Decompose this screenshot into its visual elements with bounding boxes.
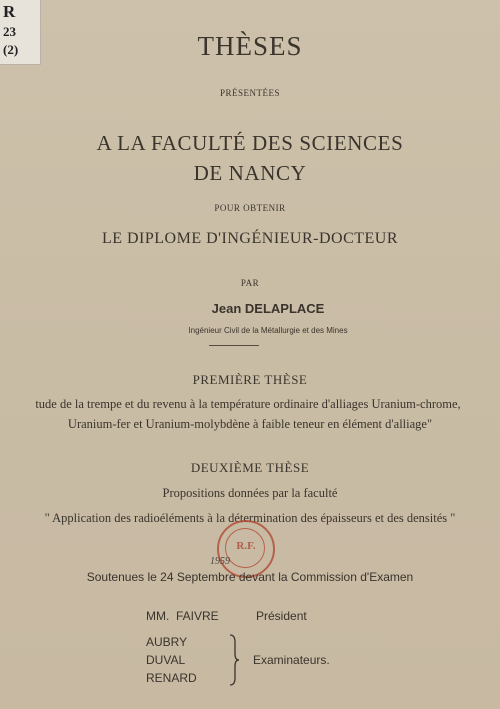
author-divider [209,345,259,346]
jury-examiner-3: RENARD [146,671,197,685]
call-number-line-2: 23 [3,24,16,39]
first-thesis-heading: PREMIÈRE THÈSE [192,372,308,387]
author-description: Ingénieur Civil de la Métallurgie et des Mines [188,326,348,335]
document-title: THÈSES [197,31,303,61]
jury-examiners-role: Examinateurs. [253,653,330,667]
call-number-line-3: (2) [3,42,19,57]
jury-president-name: FAIVRE [176,609,219,623]
author-name: Jean DELAPLACE [211,301,325,316]
pour-obtenir-text: POUR OBTENIR [214,203,286,213]
jury-president-role: Président [256,609,307,623]
first-thesis-title-line-2: Uranium-fer et Uranium-molybdène à faible teneur en élément d'alliage" [67,417,433,431]
defense-statement: Soutenues le 24 Septembre devant la Commission d'Examen [86,570,414,584]
second-thesis-heading: DEUXIÈME THÈSE [190,460,310,475]
jury-brace [229,634,239,686]
jury-mm-label: MM. [146,609,170,623]
faculty-name-line-1: A LA FACULTÉ DES SCIENCES [96,131,404,155]
call-number-line-1: R [3,2,16,21]
diploma-title: LE DIPLOME D'INGÉNIEUR-DOCTEUR [101,230,399,247]
jury-examiner-2: DUVAL [146,653,186,667]
first-thesis-title-line-1: tude de la trempe et du revenu à la température ordinaire d'alliages Uranium-chrome, [35,397,461,411]
second-thesis-title: " Application des radioéléments à la détermination des épaisseurs et des densités " [44,511,456,525]
second-thesis-subtitle: Propositions données par la faculté [162,486,338,500]
library-stamp-text: R.F. [236,540,256,552]
par-text: PAR [240,278,260,288]
jury-examiner-1: AUBRY [146,635,188,649]
handwritten-year: 1959 [210,556,230,567]
faculty-name-line-2: DE NANCY [193,161,307,185]
presentees-text: PRÉSENTÉES [219,88,280,98]
